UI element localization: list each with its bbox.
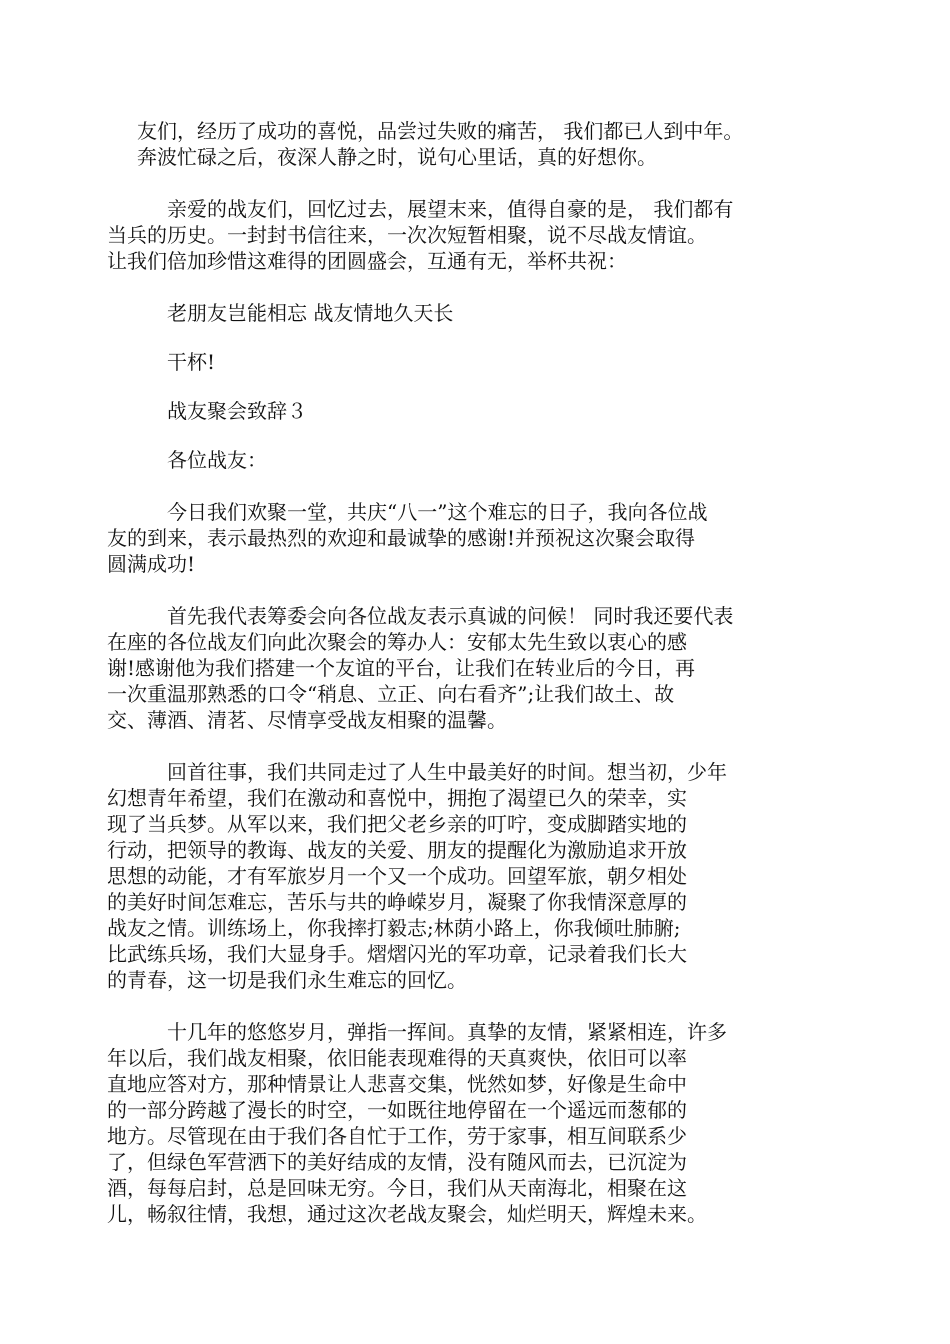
paragraph bbox=[107, 1019, 827, 1227]
text-line: 友的到来，表示最热烈的欢迎和最诚挚的感谢!并预祝这次聚会取得 bbox=[107, 526, 696, 550]
paragraph bbox=[107, 759, 827, 993]
text-line: 今日我们欢聚一堂，共庆“八一”这个难忘的日子，我向各位战 bbox=[167, 500, 708, 524]
text-line: 交、薄酒、清茗、尽情享受战友相聚的温馨。 bbox=[107, 708, 507, 732]
paragraph bbox=[107, 603, 827, 733]
paragraph bbox=[107, 499, 827, 577]
text-line: 思想的动能，才有军旅岁月一个又一个成功。回望军旅，朝夕相处 bbox=[107, 864, 687, 888]
text-line: 当兵的历史。一封封书信往来，一次次短暂相聚，说不尽战友情谊。 bbox=[107, 223, 707, 247]
paragraph bbox=[107, 196, 827, 274]
text-line: 奔波忙碌之后，夜深人静之时，说句心里话，真的好想你。 bbox=[137, 145, 657, 169]
text-line: 谢!感谢他为我们搭建一个友谊的平台，让我们在转业后的今日，再 bbox=[107, 656, 696, 680]
text-line: 亲爱的战友们，回忆过去，展望末来，值得自豪的是， 我们都有 bbox=[167, 197, 734, 221]
text-line: 行动，把领导的教诲、战友的关爱、朋友的提醒化为激励追求开放 bbox=[107, 838, 687, 862]
paragraph bbox=[137, 118, 827, 170]
toast-line: 老朋友岂能相忘 战友情地久天长 bbox=[167, 301, 454, 325]
salutation: 各位战友： bbox=[167, 448, 267, 472]
text-line: 让我们倍加珍惜这难得的团圆盛会，互通有无，举杯共祝： bbox=[107, 249, 627, 273]
text-line: 一次重温那熟悉的口令“稍息、立正、向右看齐”;让我们故土、故 bbox=[107, 682, 675, 706]
text-line: 十几年的悠悠岁月，弹指一挥间。真挚的友情，紧紧相连，许多 bbox=[167, 1020, 727, 1044]
text-line: 酒，每每启封，总是回味无穷。今日，我们从天南海北，相聚在这 bbox=[107, 1176, 687, 1200]
text-line: 的一部分跨越了漫长的时空，一如既往地停留在一个遥远而葱郁的 bbox=[107, 1098, 687, 1122]
text-line: 首先我代表筹委会向各位战友表示真诚的问候！ 同时我还要代表 bbox=[167, 604, 734, 628]
text-line: 回首往事，我们共同走过了人生中最美好的时间。想当初，少年 bbox=[167, 760, 727, 784]
text-line: 的青春，这一切是我们永生难忘的回忆。 bbox=[107, 968, 467, 992]
text-line: 在座的各位战友们向此次聚会的筹办人：安郁太先生致以衷心的感 bbox=[107, 630, 687, 654]
text-line: 现了当兵梦。从军以来，我们把父老乡亲的叮咛，变成脚踏实地的 bbox=[107, 812, 687, 836]
text-line: 地方。尽管现在由于我们各自忙于工作，劳于家事，相互间联系少 bbox=[107, 1124, 687, 1148]
text-line: 年以后，我们战友相聚，依旧能表现难得的天真爽快，依旧可以率 bbox=[107, 1046, 687, 1070]
document-page bbox=[107, 118, 827, 1253]
text-line: 直地应答对方，那种情景让人悲喜交集，恍然如梦，好像是生命中 bbox=[107, 1072, 687, 1096]
text-line: 圆满成功! bbox=[107, 552, 196, 576]
text-line: 战友之情。训练场上，你我摔打毅志;林荫小路上，你我倾吐肺腑; bbox=[107, 916, 681, 940]
cheers-line: 干杯! bbox=[167, 350, 216, 374]
text-line: 的美好时间怎难忘，苦乐与共的峥嵘岁月，凝聚了你我情深意厚的 bbox=[107, 890, 687, 914]
text-line: 了，但绿色军营洒下的美好结成的友情，没有随风而去，已沉淀为 bbox=[107, 1150, 687, 1174]
text-line: 幻想青年希望，我们在激动和喜悦中，拥抱了渴望已久的荣幸，实 bbox=[107, 786, 687, 810]
section-heading: 战友聚会致辞３ bbox=[167, 399, 307, 423]
text-line: 友们，经历了成功的喜悦，品尝过失败的痛苦， 我们都已人到中年。 bbox=[137, 119, 744, 143]
text-line: 比武练兵场，我们大显身手。熠熠闪光的军功章，记录着我们长大 bbox=[107, 942, 687, 966]
text-line: 儿，畅叙往情，我想，通过这次老战友聚会，灿烂明天，辉煌未来。 bbox=[107, 1202, 707, 1226]
